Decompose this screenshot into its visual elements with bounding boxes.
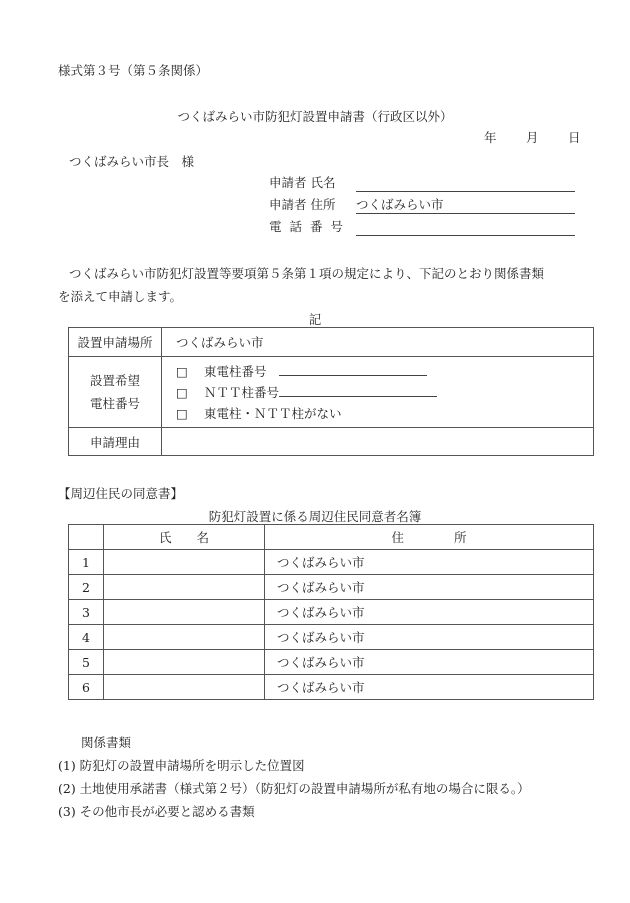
date-field[interactable] bbox=[484, 128, 581, 146]
row-no: 1 bbox=[69, 550, 104, 575]
pole-label-line-2: 電柱番号 bbox=[89, 396, 140, 411]
row-name-field[interactable] bbox=[104, 675, 265, 700]
col-name: 氏 名 bbox=[104, 525, 265, 550]
ntt-number-field[interactable] bbox=[279, 382, 437, 397]
location-label: 設置申請場所 bbox=[69, 328, 162, 357]
row-address-field[interactable]: つくばみらい市 bbox=[265, 650, 594, 675]
table-row bbox=[69, 600, 594, 625]
option-label: 東電柱・ＮＴＴ柱がない bbox=[204, 405, 342, 421]
applicant-address-field[interactable]: つくばみらい市 bbox=[356, 197, 444, 212]
date-day: 日 bbox=[568, 130, 581, 145]
row-no: 4 bbox=[69, 625, 104, 650]
date-month: 月 bbox=[526, 130, 539, 145]
ki-heading: 記 bbox=[308, 312, 322, 327]
row-no: 2 bbox=[69, 575, 104, 600]
table-row bbox=[69, 550, 594, 575]
row-address-field[interactable]: つくばみらい市 bbox=[265, 600, 594, 625]
row-name-field[interactable] bbox=[104, 625, 265, 650]
addressee: つくばみらい市長 様 bbox=[69, 154, 195, 169]
reason-label: 申請理由 bbox=[69, 428, 162, 456]
consent-heading: 【周辺住民の同意書】 bbox=[58, 486, 184, 501]
option-label: ＮＴＴ柱番号 bbox=[204, 384, 280, 400]
statement-line-1: つくばみらい市防犯灯設置等要項第５条第１項の規定により、下記のとおり関係書類 bbox=[69, 266, 545, 281]
applicant-address-label: 申請者 住所 bbox=[269, 197, 336, 212]
document-item: (1) 防犯灯の設置申請場所を明示した位置図 bbox=[58, 758, 305, 773]
row-address-field[interactable]: つくばみらい市 bbox=[265, 625, 594, 650]
tepco-number-field[interactable] bbox=[279, 361, 427, 376]
row-no: 6 bbox=[69, 675, 104, 700]
checkbox-icon[interactable]: □ bbox=[176, 363, 188, 379]
applicant-name-label: 申請者 氏名 bbox=[269, 175, 336, 190]
row-address-field[interactable]: つくばみらい市 bbox=[265, 675, 594, 700]
row-address-field[interactable]: つくばみらい市 bbox=[265, 575, 594, 600]
underline bbox=[356, 213, 575, 214]
date-year: 年 bbox=[484, 130, 497, 145]
documents-heading: 関係書類 bbox=[81, 735, 132, 750]
col-no bbox=[69, 525, 104, 550]
request-table bbox=[68, 327, 594, 456]
row-name-field[interactable] bbox=[104, 600, 265, 625]
col-address: 住 所 bbox=[265, 525, 594, 550]
row-no: 5 bbox=[69, 650, 104, 675]
consent-header-row bbox=[69, 525, 594, 550]
pole-label bbox=[69, 357, 162, 428]
underline bbox=[356, 235, 575, 236]
table-row bbox=[69, 675, 594, 700]
table-row bbox=[69, 575, 594, 600]
table-row bbox=[69, 650, 594, 675]
pole-options bbox=[162, 357, 594, 428]
document-item: (2) 土地使用承諾書（様式第２号）（防犯灯の設置申請場所が私有地の場合に限る。） bbox=[58, 781, 530, 796]
option-none[interactable] bbox=[176, 403, 593, 424]
location-field[interactable]: つくばみらい市 bbox=[162, 328, 594, 357]
row-address-field[interactable]: つくばみらい市 bbox=[265, 550, 594, 575]
reason-field[interactable] bbox=[162, 428, 594, 456]
option-ntt[interactable] bbox=[176, 382, 593, 403]
applicant-phone-label: 電 話 番 号 bbox=[269, 219, 345, 234]
checkbox-icon[interactable]: □ bbox=[176, 405, 188, 421]
row-name-field[interactable] bbox=[104, 575, 265, 600]
table-row bbox=[69, 625, 594, 650]
row-name-field[interactable] bbox=[104, 550, 265, 575]
consent-title: 防犯灯設置に係る周辺住民同意者名簿 bbox=[208, 509, 422, 524]
consent-table bbox=[68, 524, 594, 700]
document-item: (3) その他市長が必要と認める書類 bbox=[58, 804, 255, 819]
pole-label-line-1: 設置希望 bbox=[89, 373, 140, 388]
document-title: つくばみらい市防犯灯設置申請書（行政区以外） bbox=[177, 109, 453, 124]
checkbox-icon[interactable]: □ bbox=[176, 384, 188, 400]
row-name-field[interactable] bbox=[104, 650, 265, 675]
statement-line-2: を添えて申請します。 bbox=[58, 289, 183, 304]
option-label: 東電柱番号 bbox=[204, 363, 280, 379]
underline bbox=[356, 191, 575, 192]
form-number: 様式第３号（第５条関係） bbox=[58, 63, 209, 78]
row-no: 3 bbox=[69, 600, 104, 625]
option-tepco[interactable] bbox=[176, 361, 593, 382]
